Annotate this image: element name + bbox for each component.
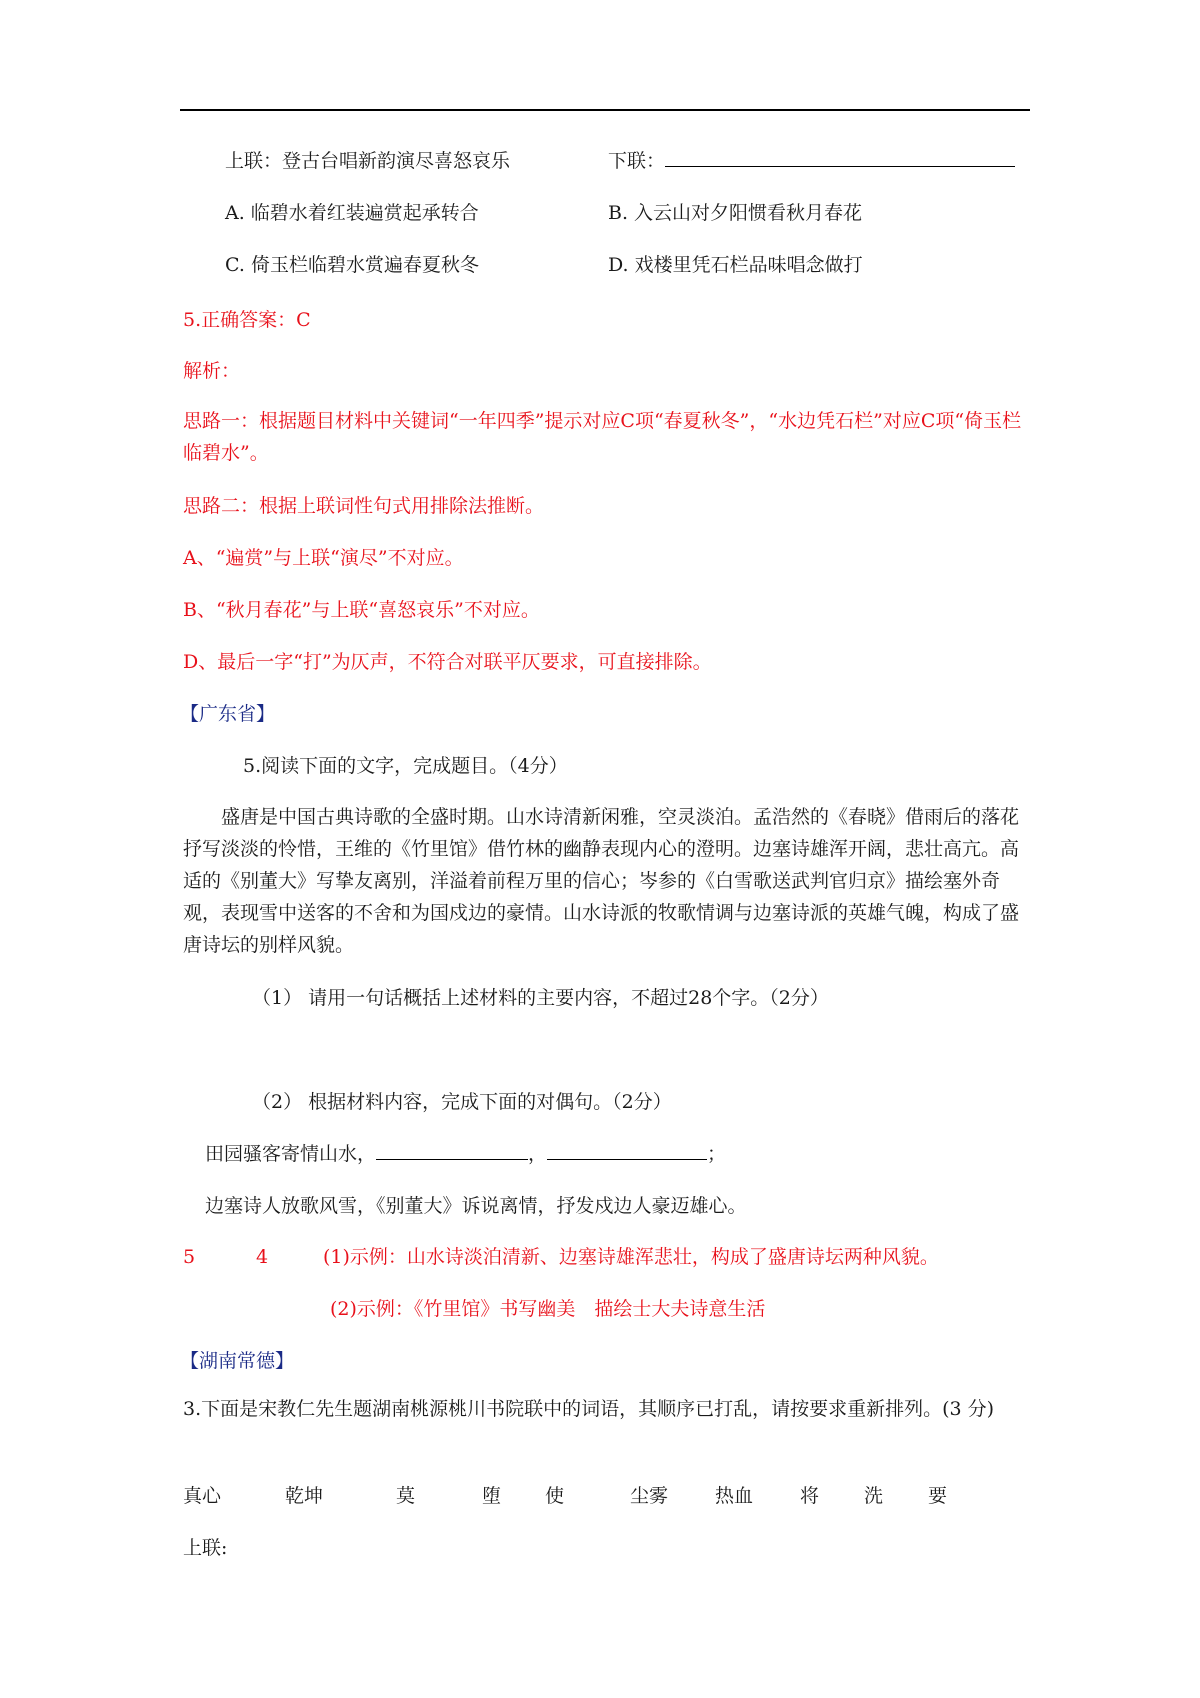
word-item: 要 [928,1485,948,1507]
answer-number: 5 [183,1246,196,1268]
word-item: 堕 [482,1485,502,1507]
analysis-option-d: D、最后一字“打”为仄声，不符合对联平仄要求，可直接排除。 [183,651,712,673]
header-rule [180,109,1030,111]
question-5-prompt: 5.阅读下面的文字，完成题目。（4分） [243,755,568,777]
sub-question-2: （2） 根据材料内容，完成下面的对偶句。（2分） [252,1091,672,1113]
analysis-option-a: A、“遍赏”与上联“演尽”不对应。 [183,547,464,569]
option-d: D. 戏楼里凭石栏品味唱念做打 [608,254,863,276]
word-item: 尘雾 [630,1485,669,1507]
antithesis-line-1-end: ； [707,1143,727,1165]
passage: 盛唐是中国古典诗歌的全盛时期。山水诗清新闲雅，空灵淡泊。孟浩然的《春晓》借雨后的落花抒写淡淡的怜惜，王维的《竹里馆》借竹林的幽静表现内心的澄明。边塞诗雄浑开阔，悲壮高亢。高适的《别董大》写挚友离别，洋溢着前程万里的信心；岑参的《白雪歌送武判官归京》描绘塞外奇观，表现雪中送客的不舍和为国戍边的豪情。山水诗派的牧歌情调与边塞诗派的英雄气魄，构成了盛唐诗坛的别样风貌。 [183,806,1020,956]
couplet-lower-label: 下联： [608,150,666,172]
question-3-prompt: 3.下面是宋教仁先生题湖南桃源桃川书院联中的词语，其顺序已打乱，请按要求重新排列。(3 分) [183,1398,995,1420]
couplet-lower [608,148,1015,174]
option-c: C. 倚玉栏临碧水赏遍春夏秋冬 [225,254,479,276]
word-item: 真心 [183,1485,222,1507]
analysis-option-b: B、“秋月春花”与上联“喜怒哀乐”不对应。 [183,599,540,621]
sub-question-1: （1） 请用一句话概括上述材料的主要内容，不超过28个字。（2分） [252,987,829,1009]
word-item: 热血 [715,1485,754,1507]
upper-couplet-label: 上联: [183,1537,228,1559]
antithesis-line-1 [205,1141,726,1167]
answer-title: 5.正确答案：C [183,309,311,331]
answer-score: 4 [256,1246,269,1268]
section-tag-guangdong: 【广东省】 [180,703,276,725]
option-a: A. 临碧水着红装遍赏起承转合 [225,202,479,224]
option-b: B. 入云山对夕阳惯看秋月春花 [608,202,863,224]
answer-part-1: (1)示例：山水诗淡泊清新、边塞诗雄浑悲壮，构成了盛唐诗坛两种风貌。 [323,1246,939,1268]
antithesis-line-1-start: 田园骚客寄情山水， [205,1143,377,1165]
analysis-idea-1: 思路一：根据题目材料中关键词“一年四季”提示对应C项“春夏秋冬”，“水边凭石栏”对应C项“倚玉栏临碧水”。 [183,410,1022,464]
couplet-upper: 上联：登古台唱新韵演尽喜怒哀乐 [225,150,511,172]
section-tag-hunan: 【湖南常德】 [180,1350,295,1372]
word-item: 使 [545,1485,565,1507]
analysis-label: 解析： [183,360,241,382]
antithesis-blank-2 [547,1141,707,1160]
answer-part-2: (2)示例：《竹里馆》书写幽美 描绘士大夫诗意生活 [330,1298,766,1320]
word-item: 洗 [864,1485,884,1507]
antithesis-blank-1 [376,1141,528,1160]
word-item: 乾坤 [285,1485,324,1507]
antithesis-comma: ， [528,1143,548,1165]
word-item: 将 [800,1485,820,1507]
antithesis-line-2: 边塞诗人放歌风雪，《别董大》诉说离情，抒发戍边人豪迈雄心。 [205,1195,747,1217]
couplet-lower-blank [665,148,1015,167]
word-item: 莫 [396,1485,416,1507]
analysis-idea-2: 思路二：根据上联词性句式用排除法推断。 [183,495,545,517]
